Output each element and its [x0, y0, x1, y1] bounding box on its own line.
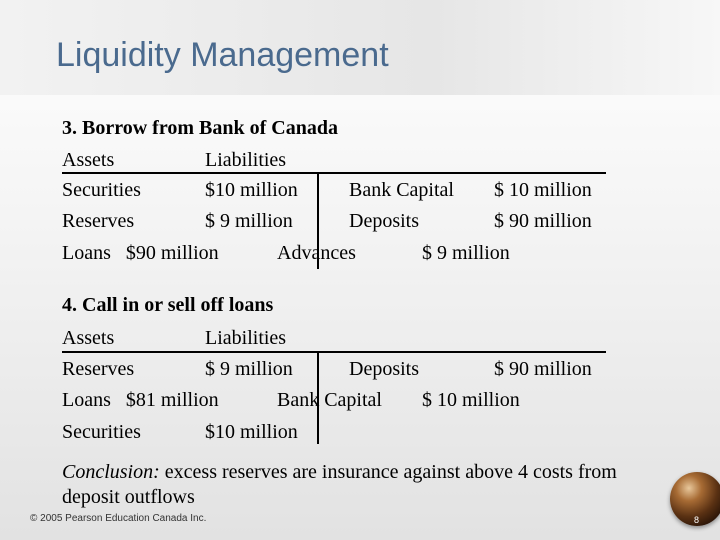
section3-assets-label: Assets: [62, 149, 115, 171]
section4-row1-asset-value: $ 9 million: [205, 358, 293, 380]
section4-heading: 4. Call in or sell off loans: [62, 294, 274, 316]
conclusion-text: excess reserves are insurance against above 4 costs from deposit outflows: [62, 461, 617, 508]
section3-loans: Loans $90 million: [62, 242, 219, 264]
section3-row2-asset: Reserves: [62, 210, 135, 232]
section3-row1-liability: Bank Capital: [349, 179, 454, 201]
page-title: Liquidity Management: [56, 36, 389, 74]
section3-row2-asset-value: $ 9 million: [205, 210, 293, 232]
section4-liabilities-label: Liabilities: [205, 327, 287, 349]
section3-row1-liability-value: $ 10 million: [494, 179, 592, 201]
section3-row1-asset-value: $10 million: [205, 179, 298, 201]
section4-loans: Loans $81 million: [62, 389, 219, 411]
page-number: 8: [694, 515, 700, 525]
section4-bank-capital: Bank Capital: [277, 389, 382, 411]
section4-row1-liability-value: $ 90 million: [494, 358, 592, 380]
section3-liabilities-label: Liabilities: [205, 149, 287, 171]
copyright-notice: © 2005 Pearson Education Canada Inc.: [30, 513, 207, 524]
conclusion-label: Conclusion:: [62, 461, 160, 483]
section3-row2-liability: Deposits: [349, 210, 419, 232]
section4-tbar-horizontal: [62, 351, 606, 353]
section4-row1-liability: Deposits: [349, 358, 419, 380]
section3-advances: Advances: [277, 242, 356, 264]
section4-bank-capital-value: $ 10 million: [422, 389, 520, 411]
section4-row1-asset: Reserves: [62, 358, 135, 380]
section3-heading: 3. Borrow from Bank of Canada: [62, 117, 338, 139]
section4-row3-asset-value: $10 million: [205, 421, 298, 443]
section4-row3-asset: Securities: [62, 421, 141, 443]
conclusion: [62, 460, 662, 510]
section3-row2-liability-value: $ 90 million: [494, 210, 592, 232]
section3-advances-value: $ 9 million: [422, 242, 510, 264]
section3-row1-asset: Securities: [62, 179, 141, 201]
section3-tbar-horizontal: [62, 172, 606, 174]
section4-assets-label: Assets: [62, 327, 115, 349]
